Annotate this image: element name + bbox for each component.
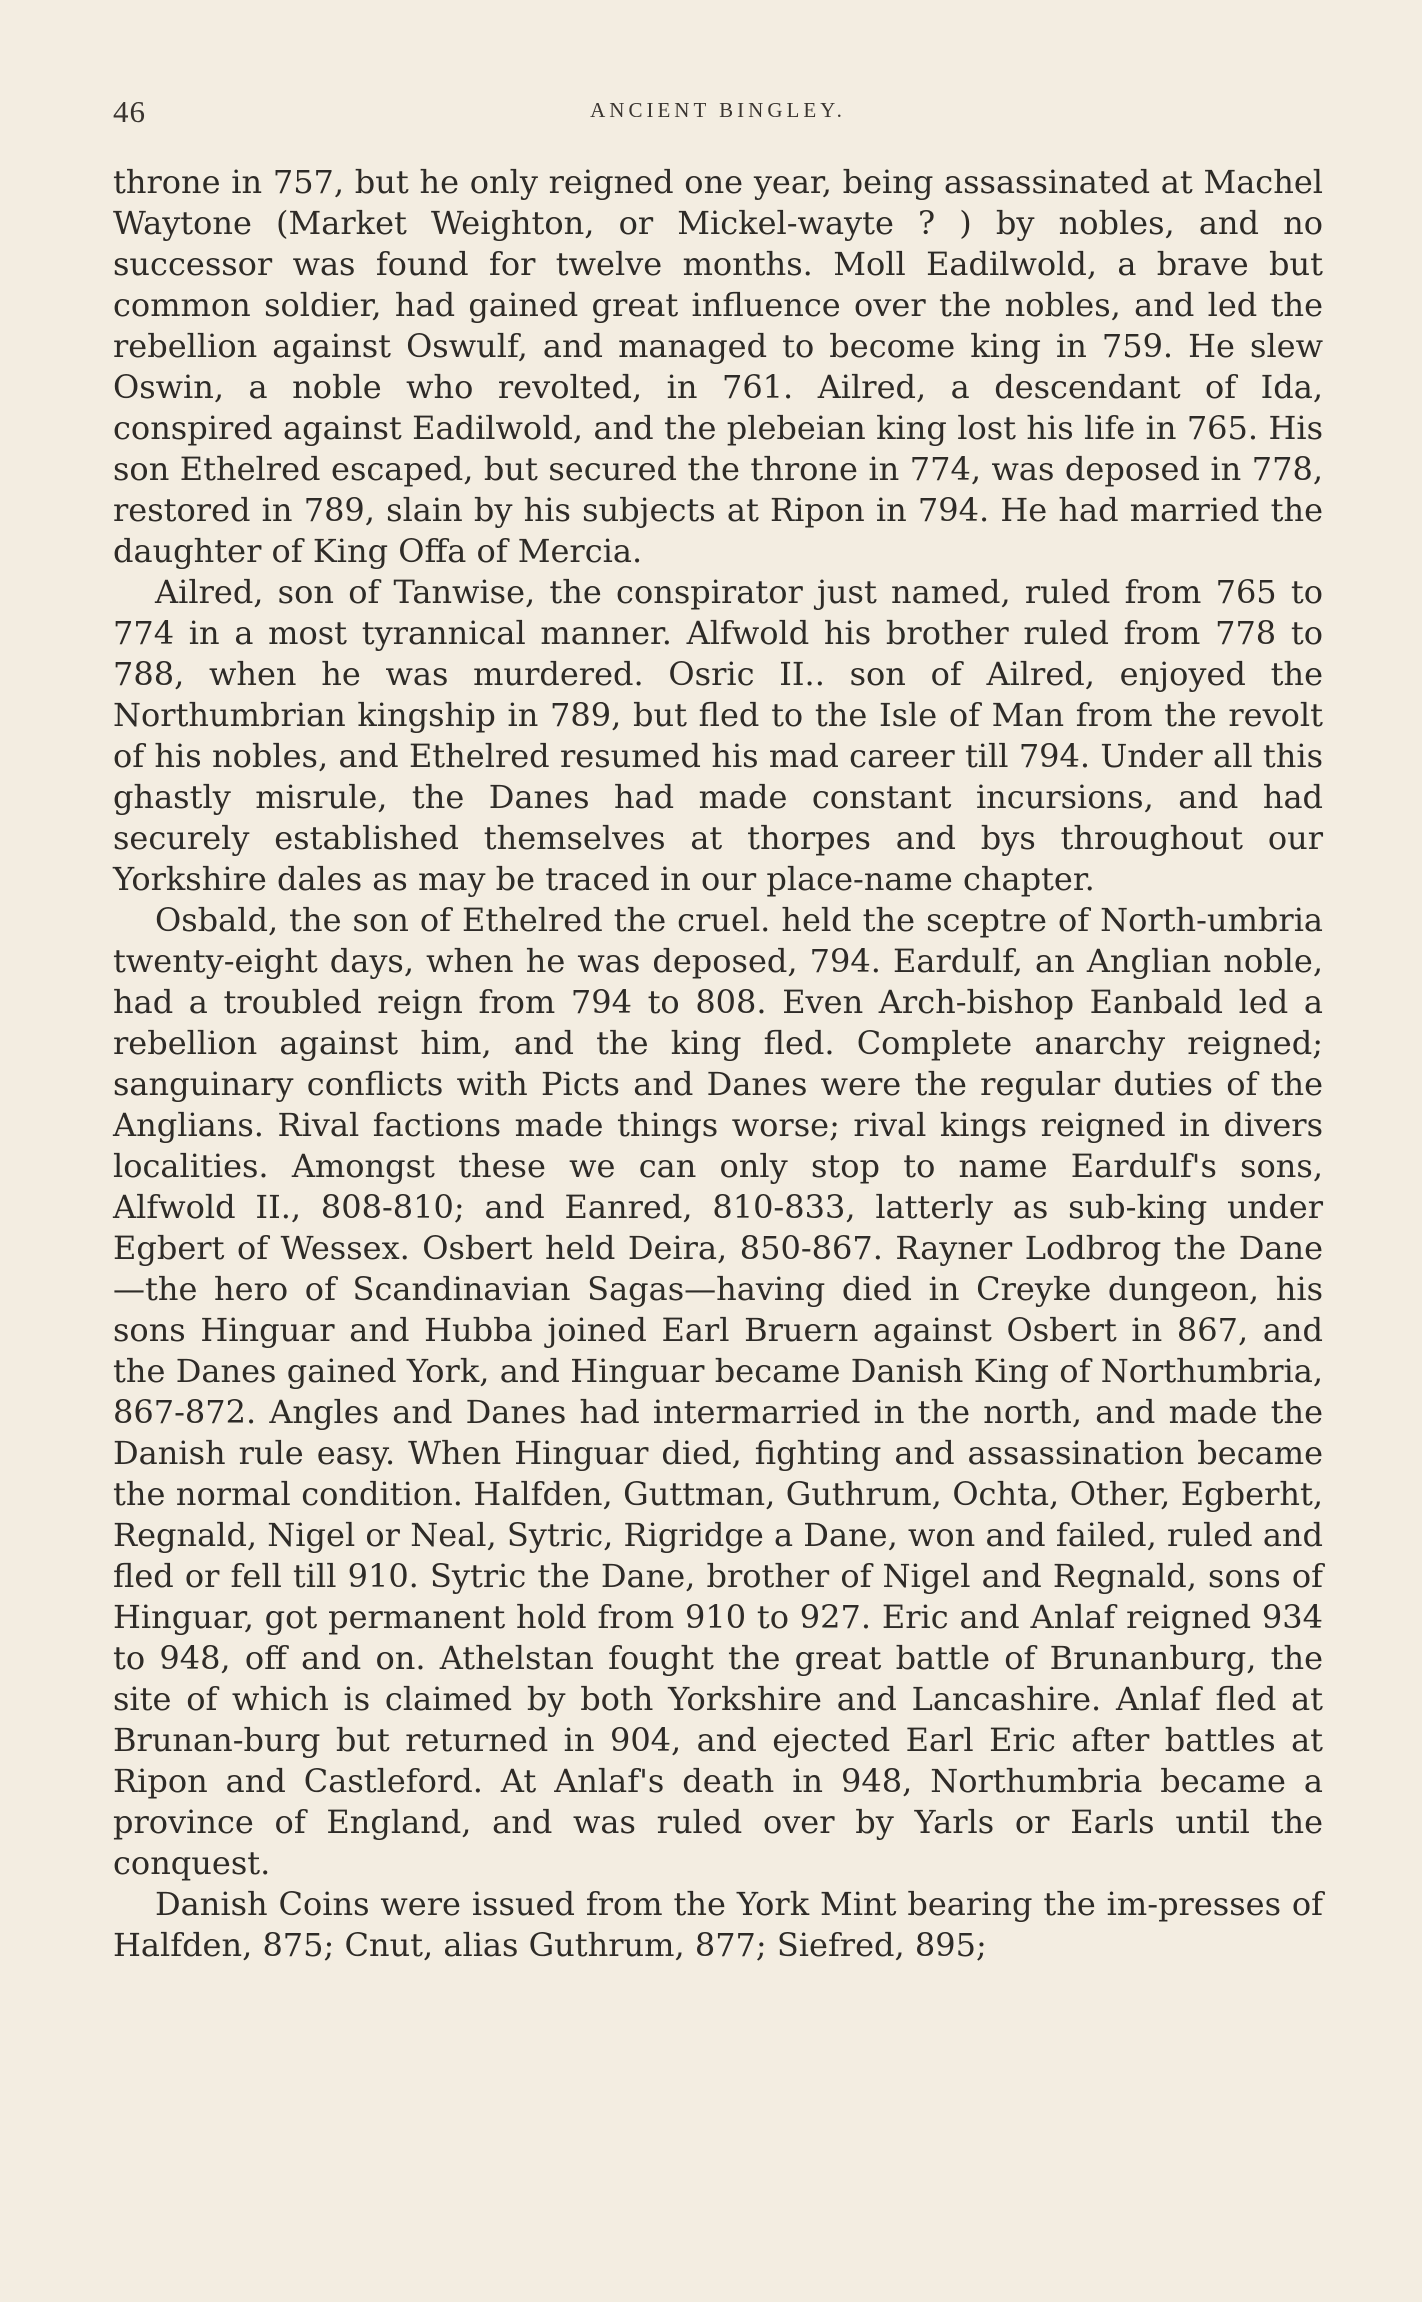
paragraph: Ailred, son of Tanwise, the conspirator just named, ruled from 765 to 774 in a most tyrannical manner. Alfwold his brother ruled from 778 to 788, when he was murdered. Osric II.. son of Ailred, enjoyed the Northumbrian kingship in 789, but fled to the Isle of Man from the revolt of his nobles, and Ethelred resumed his mad career till 794. Under all this ghastly misrule, the Danes had made constant incursions, and had securely established themselves at thorpes and bys throughout our Yorkshire dales as may be traced in our place-name chapter.: [113, 573, 1323, 898]
running-title: ANCIENT BINGLEY.: [590, 98, 846, 122]
paragraph: Danish Coins were issued from the York Mint bearing the im-presses of Halfden, 875; Cnut, alias Guthrum, 877; Siefred, 895;: [113, 1885, 1323, 1964]
body-text: [113, 162, 1323, 1966]
paragraph: throne in 757, but he only reigned one year, being assassinated at Machel Waytone (Market Weighton, or Mickel-wayte ? ) by nobles, and no successor was found for twelve months. Moll Eadilwold, a brave but common soldier, had gained great influence over the nobles, and led the rebellion against Oswulf, and managed to become king in 759. He slew Oswin, a noble who revolted, in 761. Ailred, a descendant of Ida, conspired against Eadilwold, and the plebeian king lost his life in 765. His son Ethelred escaped, but secured the throne in 774, was deposed in 778, restored in 789, slain by his subjects at Ripon in 794. He had married the daughter of King Offa of Mercia.: [113, 163, 1323, 570]
running-head: [113, 94, 1323, 134]
paragraph: Osbald, the son of Ethelred the cruel. held the sceptre of North-umbria twenty-eight days, when he was deposed, 794. Eardulf, an Anglian noble, had a troubled reign from 794 to 808. Even Arch-bishop Eanbald led a rebellion against him, and the king fled. Complete anarchy reigned; sanguinary conflicts with Picts and Danes were the regular duties of the Anglians. Rival factions made things worse; rival kings reigned in divers localities. Amongst these we can only stop to name Eardulf's sons, Alfwold II., 808-810; and Eanred, 810-833, latterly as sub-king under Egbert of Wessex. Osbert held Deira, 850-867. Rayner Lodbrog the Dane—the hero of Scandinavian Sagas—having died in Creyke dungeon, his sons Hinguar and Hubba joined Earl Bruern against Osbert in 867, and the Danes gained York, and Hinguar became Danish King of Northumbria, 867-872. Angles and Danes had intermarried in the north, and made the Danish rule easy. When Hinguar died, fighting and assassination became the normal condition. Halfden, Guttman, Guthrum, Ochta, Other, Egberht, Regnald, Nigel or Neal, Sytric, Rigridge a Dane, won and failed, ruled and fled or fell till 910. Sytric the Dane, brother of Nigel and Regnald, sons of Hinguar, got permanent hold from 910 to 927. Eric and Anlaf reigned 934 to 948, off and on. Athelstan fought the great battle of Brunanburg, the site of which is claimed by both Yorkshire and Lancashire. Anlaf fled at Brunan-burg but returned in 904, and ejected Earl Eric after battles at Ripon and Castleford. At Anlaf's death in 948, Northumbria became a province of England, and was ruled over by Yarls or Earls until the conquest.: [113, 901, 1323, 1882]
page-number: 46: [113, 94, 146, 129]
